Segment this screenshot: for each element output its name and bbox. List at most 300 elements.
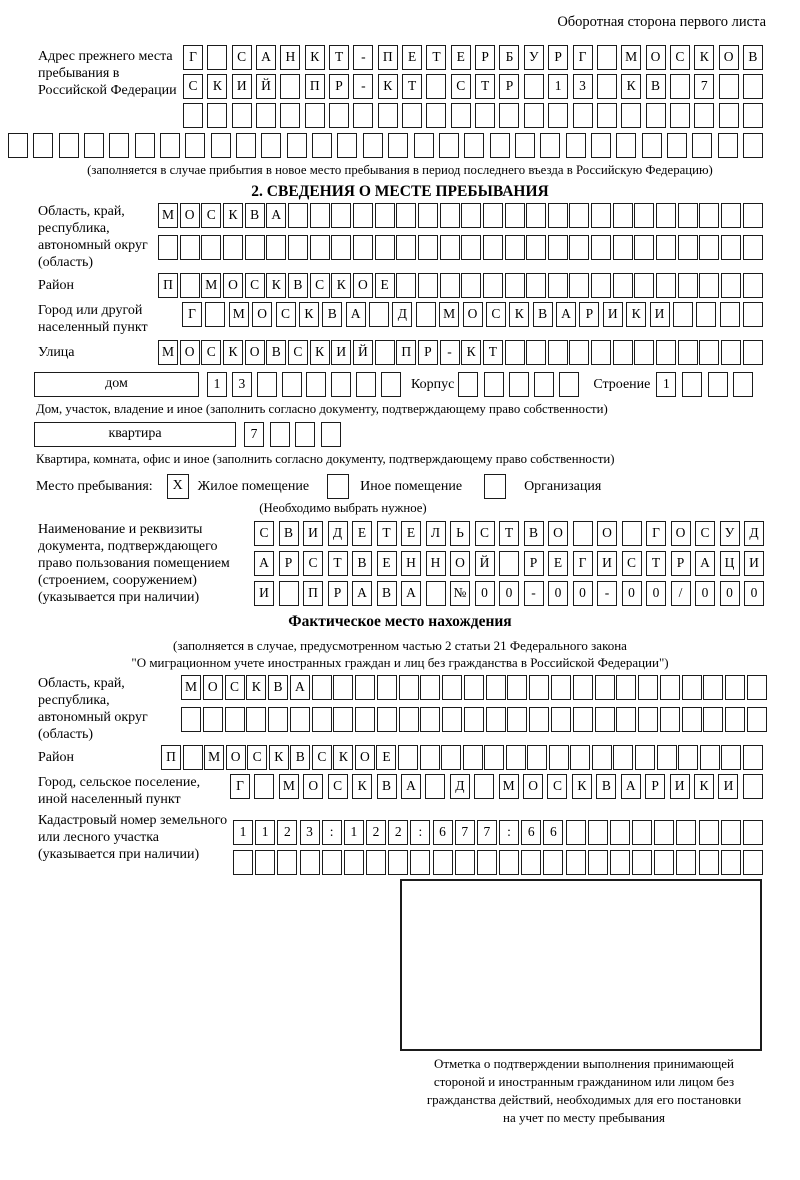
char-cell[interactable] — [375, 235, 395, 260]
char-cell[interactable] — [721, 273, 741, 298]
char-cell[interactable] — [673, 302, 693, 327]
char-cell[interactable]: Т — [377, 521, 397, 546]
char-cell[interactable] — [458, 372, 478, 397]
char-cell[interactable]: С — [201, 340, 221, 365]
char-cell[interactable] — [634, 203, 654, 228]
char-cell[interactable] — [426, 74, 446, 99]
char-cell[interactable] — [597, 103, 617, 128]
char-cell[interactable] — [526, 273, 546, 298]
char-cell[interactable]: Г — [573, 45, 593, 70]
char-cell[interactable] — [699, 235, 719, 260]
char-cell[interactable] — [505, 235, 525, 260]
char-cell[interactable] — [486, 707, 506, 732]
char-cell[interactable]: 3 — [232, 372, 252, 397]
char-cell[interactable]: А — [556, 302, 576, 327]
char-cell[interactable] — [331, 203, 351, 228]
char-cell[interactable]: О — [355, 745, 375, 770]
char-cell[interactable]: 1 — [656, 372, 676, 397]
char-cell[interactable] — [632, 820, 652, 845]
char-cell[interactable] — [676, 850, 696, 875]
char-cell[interactable]: С — [225, 675, 245, 700]
char-cell[interactable]: № — [450, 581, 470, 606]
char-cell[interactable] — [442, 707, 462, 732]
char-cell[interactable] — [595, 675, 615, 700]
char-cell[interactable] — [721, 235, 741, 260]
char-cell[interactable]: : — [410, 820, 430, 845]
char-cell[interactable]: И — [670, 774, 690, 799]
char-cell[interactable]: О — [719, 45, 739, 70]
char-cell[interactable]: С — [232, 45, 252, 70]
char-cell[interactable] — [388, 133, 408, 158]
char-cell[interactable] — [455, 850, 475, 875]
char-cell[interactable]: Р — [418, 340, 438, 365]
char-cell[interactable] — [396, 235, 416, 260]
char-cell[interactable]: В — [322, 302, 342, 327]
char-cell[interactable]: А — [346, 302, 366, 327]
char-cell[interactable] — [329, 103, 349, 128]
char-cell[interactable]: Д — [392, 302, 412, 327]
char-cell[interactable] — [8, 133, 28, 158]
char-cell[interactable]: 7 — [244, 422, 264, 447]
char-cell[interactable] — [616, 133, 636, 158]
char-cell[interactable]: В — [533, 302, 553, 327]
char-cell[interactable] — [333, 707, 353, 732]
char-cell[interactable]: К — [572, 774, 592, 799]
char-cell[interactable]: В — [288, 273, 308, 298]
char-cell[interactable]: Й — [475, 551, 495, 576]
char-cell[interactable]: Й — [256, 74, 276, 99]
char-cell[interactable]: - — [524, 581, 544, 606]
char-cell[interactable] — [420, 675, 440, 700]
char-cell[interactable] — [484, 372, 504, 397]
char-cell[interactable]: М — [181, 675, 201, 700]
char-cell[interactable] — [613, 340, 633, 365]
char-cell[interactable] — [613, 745, 633, 770]
char-cell[interactable] — [694, 103, 714, 128]
char-cell[interactable]: Г — [573, 551, 593, 576]
char-cell[interactable] — [254, 774, 274, 799]
char-cell[interactable]: 1 — [548, 74, 568, 99]
char-cell[interactable] — [312, 675, 332, 700]
char-cell[interactable]: А — [256, 45, 276, 70]
char-cell[interactable] — [654, 820, 674, 845]
char-cell[interactable] — [369, 302, 389, 327]
char-cell[interactable] — [461, 203, 481, 228]
char-cell[interactable] — [660, 707, 680, 732]
char-cell[interactable] — [225, 707, 245, 732]
char-cell[interactable]: В — [268, 675, 288, 700]
char-cell[interactable]: 0 — [548, 581, 568, 606]
char-cell[interactable] — [529, 675, 549, 700]
char-cell[interactable]: К — [461, 340, 481, 365]
char-cell[interactable] — [573, 675, 593, 700]
char-cell[interactable]: 0 — [720, 581, 740, 606]
char-cell[interactable]: Е — [377, 551, 397, 576]
char-cell[interactable]: А — [621, 774, 641, 799]
char-cell[interactable] — [363, 133, 383, 158]
char-cell[interactable]: С — [622, 551, 642, 576]
char-cell[interactable] — [375, 340, 395, 365]
char-cell[interactable]: У — [524, 45, 544, 70]
char-cell[interactable] — [331, 235, 351, 260]
char-cell[interactable] — [708, 372, 728, 397]
checkbox-organization[interactable] — [484, 474, 506, 499]
char-cell[interactable] — [747, 707, 767, 732]
char-cell[interactable] — [312, 133, 332, 158]
char-cell[interactable] — [499, 103, 519, 128]
char-cell[interactable]: 2 — [366, 820, 386, 845]
char-cell[interactable]: Р — [645, 774, 665, 799]
char-cell[interactable]: П — [161, 745, 181, 770]
char-cell[interactable]: В — [290, 745, 310, 770]
char-cell[interactable] — [464, 707, 484, 732]
char-cell[interactable]: 1 — [233, 820, 253, 845]
char-cell[interactable] — [280, 74, 300, 99]
char-cell[interactable] — [721, 745, 741, 770]
char-cell[interactable] — [573, 103, 593, 128]
char-cell[interactable] — [548, 273, 568, 298]
char-cell[interactable] — [597, 45, 617, 70]
char-cell[interactable] — [256, 103, 276, 128]
char-cell[interactable]: И — [254, 581, 274, 606]
char-cell[interactable] — [621, 103, 641, 128]
char-cell[interactable]: Й — [353, 340, 373, 365]
char-cell[interactable]: Р — [671, 551, 691, 576]
char-cell[interactable] — [667, 133, 687, 158]
char-cell[interactable] — [355, 675, 375, 700]
char-cell[interactable] — [440, 235, 460, 260]
char-cell[interactable] — [529, 707, 549, 732]
char-cell[interactable] — [280, 103, 300, 128]
char-cell[interactable]: О — [180, 340, 200, 365]
char-cell[interactable]: В — [266, 340, 286, 365]
char-cell[interactable]: О — [203, 675, 223, 700]
char-cell[interactable] — [656, 340, 676, 365]
char-cell[interactable]: 1 — [207, 372, 227, 397]
char-cell[interactable] — [418, 203, 438, 228]
char-cell[interactable] — [725, 707, 745, 732]
char-cell[interactable] — [699, 820, 719, 845]
char-cell[interactable] — [414, 133, 434, 158]
char-cell[interactable]: О — [245, 340, 265, 365]
char-cell[interactable] — [721, 340, 741, 365]
checkbox-residential[interactable]: X — [167, 474, 189, 499]
char-cell[interactable]: И — [232, 74, 252, 99]
char-cell[interactable] — [396, 273, 416, 298]
char-cell[interactable] — [743, 103, 763, 128]
char-cell[interactable] — [420, 707, 440, 732]
char-cell[interactable]: Е — [352, 521, 372, 546]
char-cell[interactable]: 0 — [475, 581, 495, 606]
char-cell[interactable]: Р — [329, 74, 349, 99]
char-cell[interactable] — [255, 850, 275, 875]
char-cell[interactable]: С — [695, 521, 715, 546]
char-cell[interactable] — [268, 707, 288, 732]
char-cell[interactable]: А — [290, 675, 310, 700]
char-cell[interactable] — [185, 133, 205, 158]
char-cell[interactable] — [287, 133, 307, 158]
char-cell[interactable] — [656, 273, 676, 298]
char-cell[interactable] — [337, 133, 357, 158]
char-cell[interactable]: Т — [329, 45, 349, 70]
char-cell[interactable] — [333, 675, 353, 700]
char-cell[interactable] — [183, 745, 203, 770]
char-cell[interactable]: О — [671, 521, 691, 546]
char-cell[interactable] — [353, 203, 373, 228]
char-cell[interactable] — [439, 133, 459, 158]
char-cell[interactable] — [180, 235, 200, 260]
char-cell[interactable]: О — [180, 203, 200, 228]
char-cell[interactable] — [721, 820, 741, 845]
char-cell[interactable] — [433, 850, 453, 875]
char-cell[interactable] — [656, 235, 676, 260]
char-cell[interactable]: Р — [548, 45, 568, 70]
char-cell[interactable] — [483, 203, 503, 228]
char-cell[interactable] — [442, 675, 462, 700]
char-cell[interactable] — [670, 74, 690, 99]
char-cell[interactable]: Н — [280, 45, 300, 70]
char-cell[interactable] — [549, 745, 569, 770]
char-cell[interactable]: 7 — [694, 74, 714, 99]
char-cell[interactable] — [526, 340, 546, 365]
char-cell[interactable] — [377, 707, 397, 732]
char-cell[interactable]: Т — [426, 45, 446, 70]
char-cell[interactable]: В — [743, 45, 763, 70]
char-cell[interactable]: К — [694, 45, 714, 70]
char-cell[interactable] — [747, 675, 767, 700]
char-cell[interactable]: Г — [182, 302, 202, 327]
char-cell[interactable]: : — [499, 820, 519, 845]
char-cell[interactable]: К — [333, 745, 353, 770]
char-cell[interactable]: - — [353, 45, 373, 70]
char-cell[interactable] — [464, 675, 484, 700]
char-cell[interactable]: Е — [376, 745, 396, 770]
char-cell[interactable] — [474, 774, 494, 799]
char-cell[interactable] — [551, 675, 571, 700]
char-cell[interactable] — [743, 235, 763, 260]
char-cell[interactable] — [440, 203, 460, 228]
char-cell[interactable] — [682, 372, 702, 397]
char-cell[interactable] — [440, 273, 460, 298]
char-cell[interactable] — [521, 850, 541, 875]
char-cell[interactable]: О — [523, 774, 543, 799]
char-cell[interactable] — [613, 203, 633, 228]
char-cell[interactable] — [719, 74, 739, 99]
char-cell[interactable] — [595, 707, 615, 732]
char-cell[interactable]: И — [331, 340, 351, 365]
char-cell[interactable] — [246, 707, 266, 732]
char-cell[interactable] — [678, 203, 698, 228]
char-cell[interactable] — [261, 133, 281, 158]
char-cell[interactable] — [682, 675, 702, 700]
char-cell[interactable] — [592, 745, 612, 770]
char-cell[interactable] — [548, 340, 568, 365]
char-cell[interactable] — [158, 235, 178, 260]
char-cell[interactable] — [588, 820, 608, 845]
char-cell[interactable] — [699, 273, 719, 298]
char-cell[interactable] — [703, 707, 723, 732]
char-cell[interactable] — [410, 850, 430, 875]
char-cell[interactable]: Т — [328, 551, 348, 576]
char-cell[interactable]: 2 — [277, 820, 297, 845]
char-cell[interactable] — [463, 745, 483, 770]
char-cell[interactable] — [743, 203, 763, 228]
char-cell[interactable] — [660, 675, 680, 700]
char-cell[interactable]: Н — [401, 551, 421, 576]
char-cell[interactable]: С — [328, 774, 348, 799]
char-cell[interactable] — [257, 372, 277, 397]
char-cell[interactable] — [534, 372, 554, 397]
char-cell[interactable]: М — [204, 745, 224, 770]
char-cell[interactable]: Р — [328, 581, 348, 606]
char-cell[interactable]: К — [621, 74, 641, 99]
char-cell[interactable]: Д — [450, 774, 470, 799]
char-cell[interactable]: А — [254, 551, 274, 576]
char-cell[interactable] — [233, 850, 253, 875]
char-cell[interactable] — [312, 707, 332, 732]
char-cell[interactable] — [682, 707, 702, 732]
char-cell[interactable] — [477, 850, 497, 875]
char-cell[interactable] — [353, 235, 373, 260]
char-cell[interactable]: С — [201, 203, 221, 228]
char-cell[interactable] — [418, 273, 438, 298]
char-cell[interactable] — [548, 203, 568, 228]
char-cell[interactable] — [310, 203, 330, 228]
char-cell[interactable] — [634, 340, 654, 365]
char-cell[interactable] — [490, 133, 510, 158]
char-cell[interactable]: 0 — [744, 581, 764, 606]
char-cell[interactable] — [84, 133, 104, 158]
char-cell[interactable]: И — [597, 551, 617, 576]
char-cell[interactable] — [509, 372, 529, 397]
char-cell[interactable] — [743, 820, 763, 845]
char-cell[interactable] — [622, 521, 642, 546]
char-cell[interactable]: Л — [426, 521, 446, 546]
char-cell[interactable]: А — [266, 203, 286, 228]
char-cell[interactable]: П — [158, 273, 178, 298]
char-cell[interactable] — [720, 302, 740, 327]
char-cell[interactable]: В — [377, 774, 397, 799]
char-cell[interactable]: 6 — [433, 820, 453, 845]
char-cell[interactable]: С — [475, 521, 495, 546]
char-cell[interactable] — [678, 273, 698, 298]
char-cell[interactable] — [181, 707, 201, 732]
char-cell[interactable]: 2 — [388, 820, 408, 845]
char-cell[interactable]: М — [158, 340, 178, 365]
char-cell[interactable] — [425, 774, 445, 799]
char-cell[interactable] — [719, 103, 739, 128]
char-cell[interactable]: В — [352, 551, 372, 576]
char-cell[interactable] — [678, 235, 698, 260]
char-cell[interactable] — [483, 273, 503, 298]
char-cell[interactable] — [499, 551, 519, 576]
char-cell[interactable]: / — [671, 581, 691, 606]
char-cell[interactable]: Р — [579, 302, 599, 327]
char-cell[interactable]: К — [378, 74, 398, 99]
char-cell[interactable] — [266, 235, 286, 260]
char-cell[interactable] — [635, 745, 655, 770]
char-cell[interactable]: В — [524, 521, 544, 546]
char-cell[interactable]: Е — [451, 45, 471, 70]
char-cell[interactable] — [610, 820, 630, 845]
char-cell[interactable] — [638, 675, 658, 700]
char-cell[interactable] — [743, 273, 763, 298]
char-cell[interactable]: А — [401, 774, 421, 799]
char-cell[interactable]: П — [396, 340, 416, 365]
char-cell[interactable]: С — [486, 302, 506, 327]
char-cell[interactable] — [743, 302, 763, 327]
char-cell[interactable]: К — [223, 203, 243, 228]
char-cell[interactable] — [484, 745, 504, 770]
char-cell[interactable]: К — [223, 340, 243, 365]
char-cell[interactable] — [290, 707, 310, 732]
char-cell[interactable] — [207, 103, 227, 128]
char-cell[interactable] — [548, 103, 568, 128]
char-cell[interactable] — [322, 850, 342, 875]
char-cell[interactable] — [378, 103, 398, 128]
char-cell[interactable] — [591, 133, 611, 158]
char-cell[interactable] — [566, 133, 586, 158]
char-cell[interactable] — [203, 707, 223, 732]
char-cell[interactable] — [548, 235, 568, 260]
char-cell[interactable]: С — [276, 302, 296, 327]
char-cell[interactable] — [461, 273, 481, 298]
char-cell[interactable]: К — [299, 302, 319, 327]
char-cell[interactable]: Т — [475, 74, 495, 99]
char-cell[interactable] — [570, 745, 590, 770]
char-cell[interactable]: И — [603, 302, 623, 327]
char-cell[interactable] — [475, 103, 495, 128]
char-cell[interactable]: М — [201, 273, 221, 298]
char-cell[interactable] — [597, 74, 617, 99]
char-cell[interactable] — [109, 133, 129, 158]
char-cell[interactable]: В — [377, 581, 397, 606]
char-cell[interactable] — [591, 273, 611, 298]
char-cell[interactable] — [232, 103, 252, 128]
char-cell[interactable] — [743, 133, 763, 158]
char-cell[interactable] — [676, 820, 696, 845]
char-cell[interactable]: Т — [483, 340, 503, 365]
char-cell[interactable] — [398, 745, 418, 770]
char-cell[interactable]: - — [353, 74, 373, 99]
char-cell[interactable] — [464, 133, 484, 158]
char-cell[interactable] — [543, 850, 563, 875]
char-cell[interactable] — [699, 203, 719, 228]
char-cell[interactable] — [515, 133, 535, 158]
char-cell[interactable] — [59, 133, 79, 158]
char-cell[interactable] — [703, 675, 723, 700]
char-cell[interactable] — [377, 675, 397, 700]
char-cell[interactable] — [160, 133, 180, 158]
char-cell[interactable]: Е — [375, 273, 395, 298]
char-cell[interactable] — [402, 103, 422, 128]
char-cell[interactable] — [305, 103, 325, 128]
char-cell[interactable] — [700, 745, 720, 770]
char-cell[interactable] — [426, 581, 446, 606]
char-cell[interactable]: 1 — [255, 820, 275, 845]
char-cell[interactable]: Б — [499, 45, 519, 70]
char-cell[interactable]: И — [303, 521, 323, 546]
char-cell[interactable] — [540, 133, 560, 158]
char-cell[interactable]: Ь — [450, 521, 470, 546]
char-cell[interactable] — [277, 850, 297, 875]
char-cell[interactable] — [591, 203, 611, 228]
char-cell[interactable]: Р — [499, 74, 519, 99]
char-cell[interactable]: А — [695, 551, 715, 576]
char-cell[interactable]: 1 — [344, 820, 364, 845]
char-cell[interactable] — [426, 103, 446, 128]
char-cell[interactable]: 6 — [543, 820, 563, 845]
